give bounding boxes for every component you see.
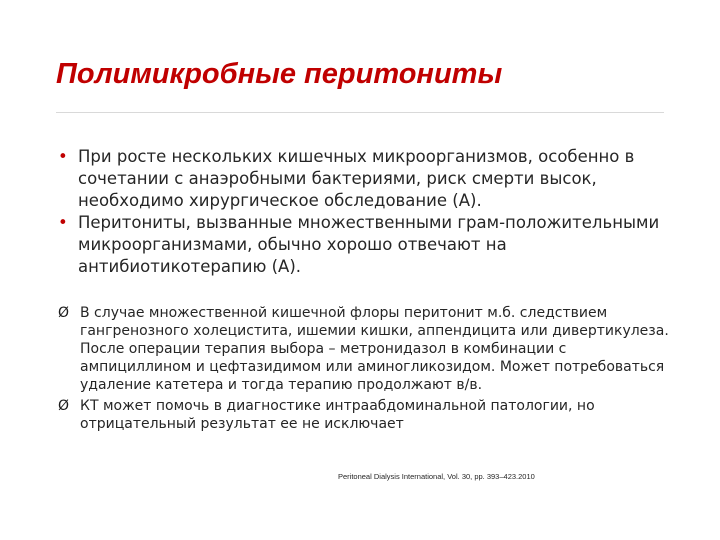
title-divider: [56, 112, 664, 113]
bullet-item: [58, 146, 678, 212]
slide-title: Полимикробные перитониты: [56, 58, 503, 90]
arrow-list-text: В случае множественной кишечной флоры перитонит м.б. следствием гангренозного холецистита, ишемии кишки, аппендицита или дивертикулеза. После операции терапия выбора – метронидазол в комбинации с ампициллином и цефтазидимом или аминогликозидом. Может потребоваться удаление катетера и тогда терапию продолжают в/в.: [80, 305, 669, 393]
arrow-list-text: КТ может помочь в диагностике интраабдоминальной патологии, но отрицательный результат ее не исключает: [80, 398, 595, 432]
arrow-list-item: [58, 397, 678, 433]
arrow-list-item: [58, 304, 678, 394]
bullet-marker-icon: •: [58, 147, 68, 166]
bullet-list: [58, 146, 678, 278]
bullet-marker-icon: •: [58, 213, 68, 232]
bullet-text: Перитониты, вызванные множественными грам-положительными микроорганизмами, обычно хорошо отвечают на антибиотикотерапию (А).: [78, 213, 660, 276]
citation: Peritoneal Dialysis International, Vol. 30, pp. 393–423.2010: [338, 472, 535, 481]
bullet-item: [58, 212, 678, 278]
arrow-bullet-icon: Ø: [58, 398, 70, 414]
arrow-list: [58, 304, 678, 433]
arrow-bullet-icon: Ø: [58, 305, 70, 321]
bullet-text: При росте нескольких кишечных микроорганизмов, особенно в сочетании с анаэробными бактериями, риск смерти высок, необходимо хирургическое обследование (А).: [78, 147, 635, 210]
